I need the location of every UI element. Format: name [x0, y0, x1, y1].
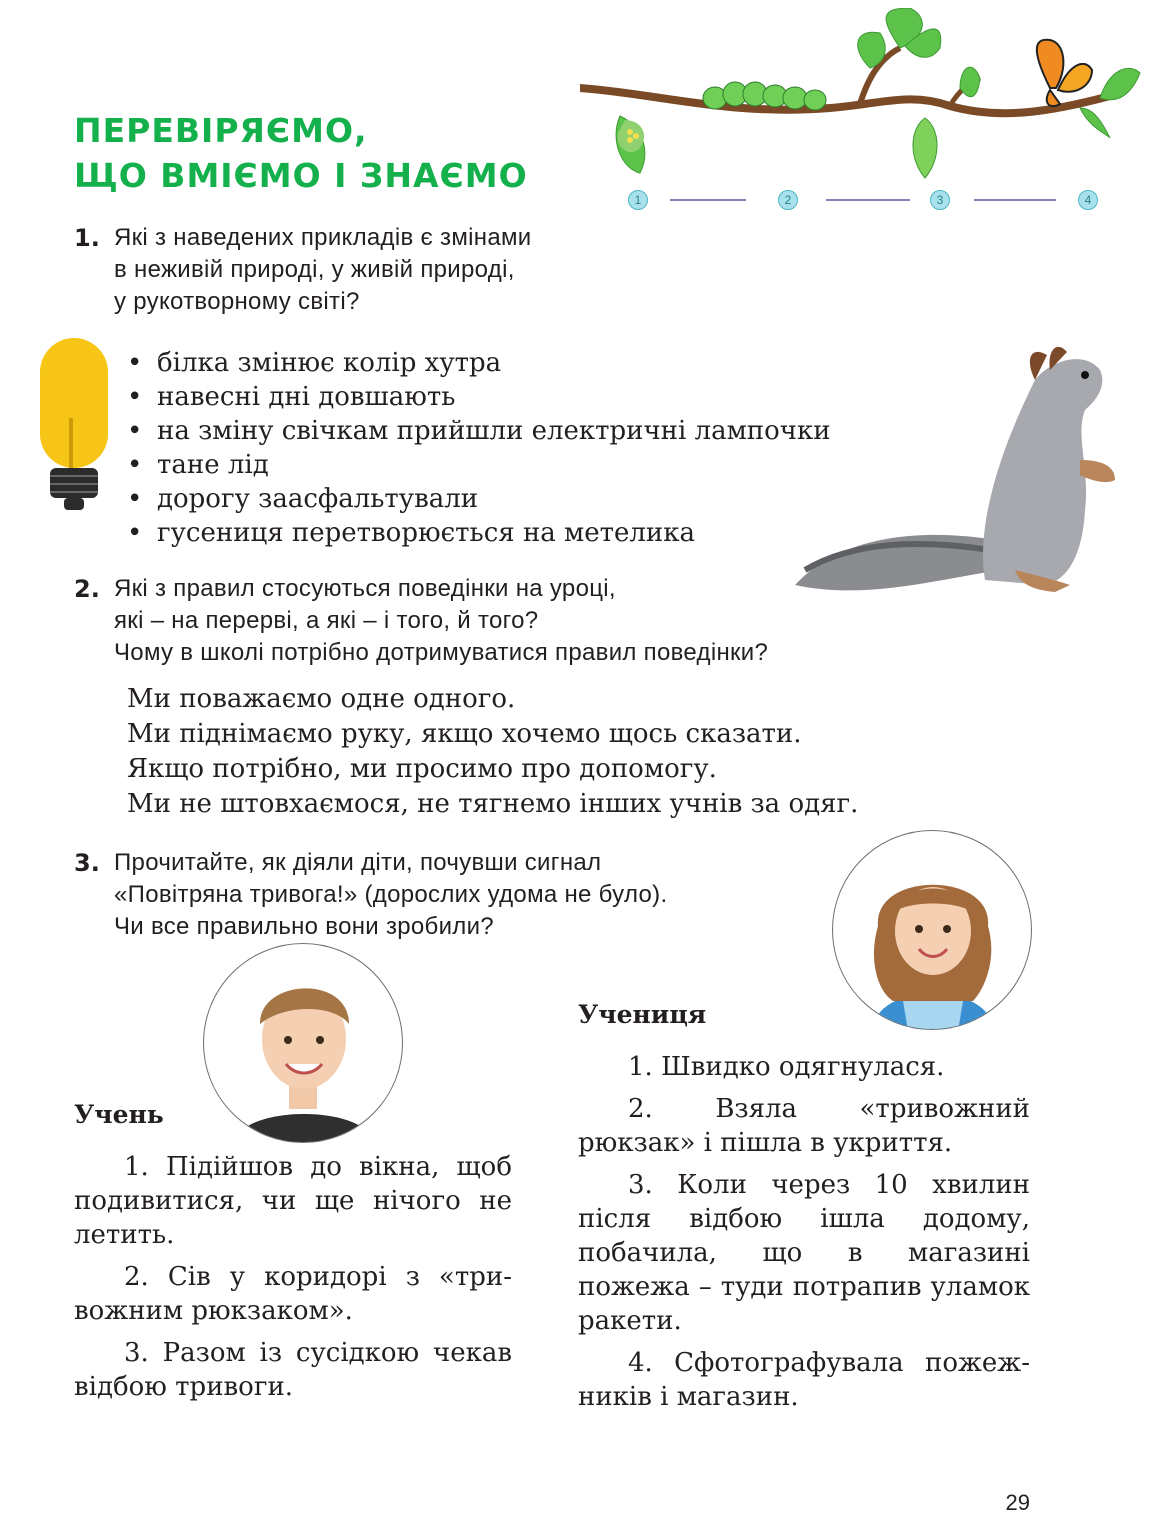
- girl-step: 4. Сфотографувала пожежників і магазин.: [578, 1348, 1030, 1412]
- list-item: • гусениця перетворюється на метелика: [127, 516, 831, 550]
- boy-photo: [203, 943, 403, 1143]
- list-item: • на зміну свічкам прийшли електричні лампочки: [127, 414, 831, 448]
- changes-list: [127, 346, 831, 550]
- question-3-line: Чи все правильно вони зробили?: [114, 913, 494, 940]
- page-title-line2: ЩО ВМІЄМО І ЗНАЄМО: [74, 156, 528, 195]
- page-title: [74, 108, 528, 198]
- butterfly-lifecycle-illustration: [580, 8, 1160, 188]
- question-1-line: в неживій природі, у живій природі,: [114, 256, 515, 283]
- behavior-rules: [127, 682, 858, 822]
- stage-badge-4: 4: [1078, 190, 1098, 210]
- list-item: • білка змінює колір хутра: [127, 346, 831, 380]
- stage-badge-1: 1: [628, 190, 648, 210]
- rule-item: Якщо потрібно, ми просимо про допомогу.: [127, 754, 717, 784]
- question-3-text: [114, 847, 667, 943]
- arrow-icon: [826, 199, 910, 201]
- branch-icon: [580, 48, 1110, 113]
- girl-step: 1. Швидко одягнулася.: [628, 1052, 945, 1082]
- question-1-line: Які з наведених прикладів є змінами: [114, 224, 532, 251]
- rule-item: Ми поважаємо одне одного.: [127, 684, 516, 714]
- rule-item: Ми піднімаємо руку, якщо хочемо щось сказати.: [127, 719, 802, 749]
- chrysalis-icon: [913, 118, 937, 178]
- question-2-line: які – на перерві, а які – і того, й того?: [114, 607, 539, 634]
- page-title-line1: ПЕРЕВІРЯЄМО,: [74, 111, 368, 150]
- arrow-icon: [974, 199, 1056, 201]
- question-3-number: 3.: [74, 849, 100, 877]
- boy-step: 2. Сів у коридорі з «тривожним рюкзаком».: [74, 1262, 512, 1326]
- list-item: • навесні дні довшають: [127, 380, 831, 414]
- lightbulb-icon: [38, 338, 110, 518]
- squirrel-icon: [785, 340, 1125, 615]
- lifecycle-stage-markers: [628, 190, 1098, 212]
- arrow-icon: [670, 199, 746, 201]
- girl-avatar-icon: [833, 831, 1031, 1029]
- butterfly-icon: [1037, 40, 1092, 106]
- question-2-line: Чому в школі потрібно дотримуватися правил поведінки?: [114, 639, 769, 666]
- question-3-line: «Повітряна тривога!» (дорослих удома не було).: [114, 881, 668, 908]
- question-2-text: [114, 573, 768, 669]
- stage-badge-3: 3: [930, 190, 950, 210]
- boy-step: 1. Підійшов до вікна, щоб подивитися, чи ще нічого не летить.: [74, 1152, 512, 1250]
- question-2-line: Які з правил стосуються поведінки на уроці,: [114, 575, 616, 602]
- question-3-line: Прочитайте, як діяли діти, почувши сигнал: [114, 849, 602, 876]
- rule-item: Ми не штовхаємося, не тягнемо інших учнів за одяг.: [127, 789, 859, 819]
- boy-actions: [74, 1150, 512, 1412]
- list-item: • дорогу заасфальтували: [127, 482, 831, 516]
- girl-heading: Учениця: [578, 1000, 707, 1029]
- question-1-line: у рукотворному світі?: [114, 288, 360, 315]
- question-1-text: [114, 222, 531, 318]
- page-number: 29: [1005, 1490, 1030, 1515]
- boy-heading: Учень: [74, 1100, 164, 1129]
- question-1-number: 1.: [74, 224, 100, 252]
- girl-actions: [578, 1050, 1030, 1422]
- question-2-number: 2.: [74, 575, 100, 603]
- boy-step: 3. Разом із сусідкою чекав відбою тривоги.: [74, 1338, 512, 1402]
- list-item: • тане лід: [127, 448, 831, 482]
- girl-step: 2. Взяла «тривожний рюкзак» і пішла в укриття.: [578, 1094, 1030, 1158]
- stage-badge-2: 2: [778, 190, 798, 210]
- girl-step: 3. Коли через 10 хвилин після відбою ішла додому, побачила, що в магазині пожежа – туди потрапив уламок ракети.: [578, 1170, 1030, 1336]
- girl-photo: [832, 830, 1032, 1030]
- boy-avatar-icon: [204, 944, 402, 1142]
